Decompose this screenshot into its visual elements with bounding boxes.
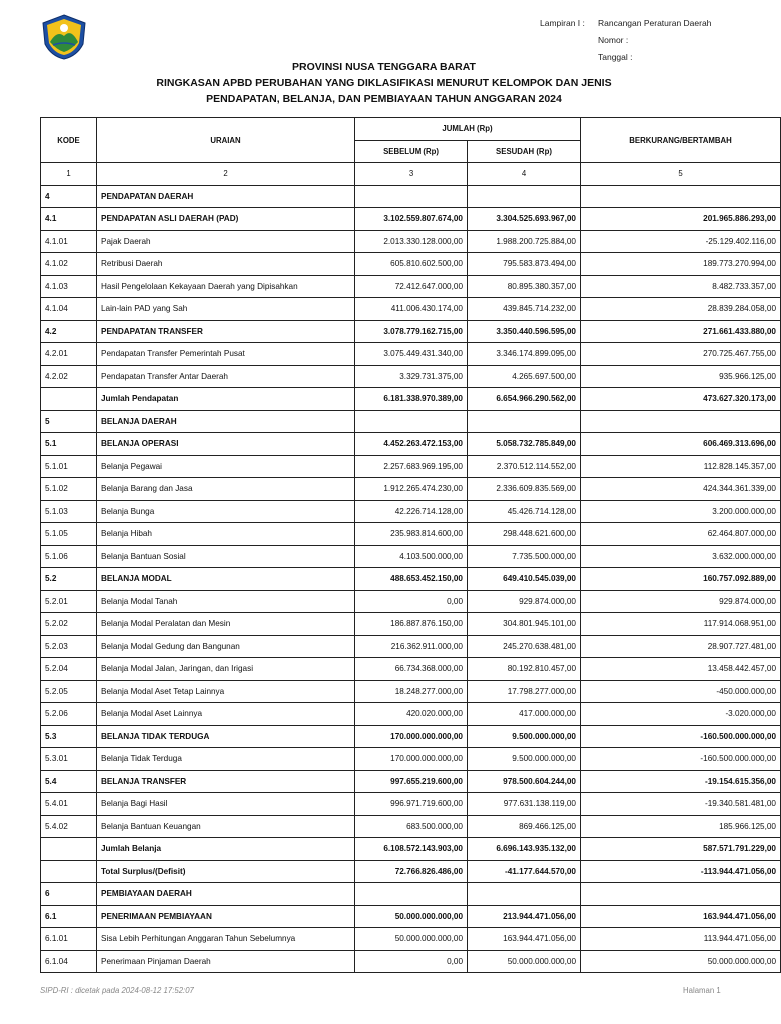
- cell-sesudah: 6.654.966.290.562,00: [468, 388, 581, 411]
- cell-sebelum: 996.971.719.600,00: [355, 793, 468, 816]
- table-row: [41, 365, 781, 388]
- cell-sebelum: 4.103.500.000,00: [355, 545, 468, 568]
- cell-kode: 4.2: [41, 320, 97, 343]
- cell-uraian: Belanja Hibah: [97, 523, 355, 546]
- cell-sesudah: -41.177.644.570,00: [468, 860, 581, 883]
- cell-kode: 5.1.05: [41, 523, 97, 546]
- cell-sebelum: 3.329.731.375,00: [355, 365, 468, 388]
- cell-sebelum: 6.108.572.143.903,00: [355, 838, 468, 861]
- meta-row-nomor: [540, 32, 711, 49]
- cell-uraian: PENDAPATAN ASLI DAERAH (PAD): [97, 208, 355, 231]
- table-row: [41, 455, 781, 478]
- meta-row-lampiran: [540, 15, 711, 32]
- table-row: [41, 725, 781, 748]
- cell-kode: 5.4.02: [41, 815, 97, 838]
- cell-selisih: -3.020.000,00: [581, 703, 781, 726]
- cell-kode: 5: [41, 410, 97, 433]
- cell-kode: 4: [41, 185, 97, 208]
- cell-sesudah: 2.336.609.835.569,00: [468, 478, 581, 501]
- cell-sebelum: 50.000.000.000,00: [355, 928, 468, 951]
- cell-selisih: 606.469.313.696,00: [581, 433, 781, 456]
- cell-sesudah: 2.370.512.114.552,00: [468, 455, 581, 478]
- cell-sesudah: 213.944.471.056,00: [468, 905, 581, 928]
- cell-uraian: Belanja Modal Gedung dan Bangunan: [97, 635, 355, 658]
- cell-uraian: Belanja Modal Aset Tetap Lainnya: [97, 680, 355, 703]
- cell-kode: 5.3.01: [41, 748, 97, 771]
- cell-kode: 5.2.04: [41, 658, 97, 681]
- meta-value: Nomor :: [598, 35, 629, 45]
- document-meta: [540, 15, 711, 66]
- cell-sebelum: 72.412.647.000,00: [355, 275, 468, 298]
- cell-uraian: Total Surplus/(Defisit): [97, 860, 355, 883]
- cell-sebelum: 216.362.911.000,00: [355, 635, 468, 658]
- cell-selisih: 8.482.733.357,00: [581, 275, 781, 298]
- cell-sesudah: 417.000.000,00: [468, 703, 581, 726]
- cell-sesudah: 795.583.873.494,00: [468, 253, 581, 276]
- table-row: [41, 410, 781, 433]
- table-row: [41, 838, 781, 861]
- cell-sebelum: 66.734.368.000,00: [355, 658, 468, 681]
- cell-selisih: [581, 883, 781, 906]
- header-col-number: 5: [581, 163, 781, 186]
- cell-kode: 5.2.06: [41, 703, 97, 726]
- cell-uraian: Pendapatan Transfer Antar Daerah: [97, 365, 355, 388]
- cell-selisih: 112.828.145.357,00: [581, 455, 781, 478]
- page-title-province: PROVINSI NUSA TENGGARA BARAT: [292, 61, 476, 73]
- cell-sesudah: 304.801.945.101,00: [468, 613, 581, 636]
- cell-sebelum: 1.912.265.474.230,00: [355, 478, 468, 501]
- cell-kode: 5.2.02: [41, 613, 97, 636]
- cell-sebelum: 997.655.219.600,00: [355, 770, 468, 793]
- cell-selisih: 28.839.284.058,00: [581, 298, 781, 321]
- cell-sesudah: 1.988.200.725.884,00: [468, 230, 581, 253]
- table-row: [41, 928, 781, 951]
- cell-kode: 5.2.03: [41, 635, 97, 658]
- header-col-number: 4: [468, 163, 581, 186]
- cell-sesudah: 649.410.545.039,00: [468, 568, 581, 591]
- cell-selisih: 13.458.442.457,00: [581, 658, 781, 681]
- table-row: [41, 770, 781, 793]
- cell-sebelum: 3.075.449.431.340,00: [355, 343, 468, 366]
- table-row: [41, 253, 781, 276]
- cell-sesudah: 9.500.000.000,00: [468, 748, 581, 771]
- table-row: [41, 613, 781, 636]
- header-uraian: URAIAN: [97, 118, 355, 163]
- cell-selisih: 270.725.467.755,00: [581, 343, 781, 366]
- cell-uraian: Pajak Daerah: [97, 230, 355, 253]
- meta-label: [540, 32, 598, 49]
- cell-uraian: PENERIMAAN PEMBIAYAAN: [97, 905, 355, 928]
- header-kode: KODE: [41, 118, 97, 163]
- cell-sebelum: 186.887.876.150,00: [355, 613, 468, 636]
- cell-uraian: Belanja Modal Jalan, Jaringan, dan Irigasi: [97, 658, 355, 681]
- table-row: [41, 523, 781, 546]
- cell-sesudah: 7.735.500.000,00: [468, 545, 581, 568]
- cell-selisih: 935.966.125,00: [581, 365, 781, 388]
- cell-kode: 4.1.01: [41, 230, 97, 253]
- cell-uraian: PENDAPATAN DAERAH: [97, 185, 355, 208]
- cell-selisih: 271.661.433.880,00: [581, 320, 781, 343]
- cell-uraian: Belanja Tidak Terduga: [97, 748, 355, 771]
- cell-sesudah: 5.058.732.785.849,00: [468, 433, 581, 456]
- cell-uraian: Lain-lain PAD yang Sah: [97, 298, 355, 321]
- cell-sebelum: 0,00: [355, 590, 468, 613]
- budget-summary-table: [40, 117, 781, 973]
- table-row: [41, 568, 781, 591]
- cell-sebelum: 2.257.683.969.195,00: [355, 455, 468, 478]
- table-row: [41, 298, 781, 321]
- cell-uraian: Belanja Bagi Hasil: [97, 793, 355, 816]
- cell-sesudah: 929.874.000,00: [468, 590, 581, 613]
- cell-kode: 5.2.05: [41, 680, 97, 703]
- cell-sesudah: 45.426.714.128,00: [468, 500, 581, 523]
- table-row: [41, 680, 781, 703]
- cell-uraian: Belanja Bantuan Sosial: [97, 545, 355, 568]
- cell-uraian: Belanja Modal Peralatan dan Mesin: [97, 613, 355, 636]
- cell-sebelum: 235.983.814.600,00: [355, 523, 468, 546]
- cell-sesudah: 9.500.000.000,00: [468, 725, 581, 748]
- cell-selisih: 3.632.000.000,00: [581, 545, 781, 568]
- cell-selisih: [581, 185, 781, 208]
- cell-selisih: -19.340.581.481,00: [581, 793, 781, 816]
- cell-uraian: Belanja Pegawai: [97, 455, 355, 478]
- table-row: [41, 635, 781, 658]
- cell-selisih: 28.907.727.481,00: [581, 635, 781, 658]
- table-row: [41, 478, 781, 501]
- cell-uraian: Jumlah Belanja: [97, 838, 355, 861]
- cell-uraian: Retribusi Daerah: [97, 253, 355, 276]
- cell-kode: 5.1.01: [41, 455, 97, 478]
- cell-uraian: Belanja Bunga: [97, 500, 355, 523]
- cell-kode: 5.1.02: [41, 478, 97, 501]
- cell-uraian: Pendapatan Transfer Pemerintah Pusat: [97, 343, 355, 366]
- table-row: [41, 500, 781, 523]
- cell-selisih: 201.965.886.293,00: [581, 208, 781, 231]
- cell-sesudah: [468, 883, 581, 906]
- cell-sesudah: [468, 185, 581, 208]
- cell-uraian: BELANJA TRANSFER: [97, 770, 355, 793]
- cell-selisih: 117.914.068.951,00: [581, 613, 781, 636]
- cell-uraian: Hasil Pengelolaan Kekayaan Daerah yang Dipisahkan: [97, 275, 355, 298]
- cell-kode: 4.2.02: [41, 365, 97, 388]
- page-number: Halaman 1: [683, 986, 721, 995]
- cell-sebelum: [355, 883, 468, 906]
- table-row: [41, 815, 781, 838]
- cell-selisih: -25.129.402.116,00: [581, 230, 781, 253]
- table-row: [41, 545, 781, 568]
- cell-sesudah: 977.631.138.119,00: [468, 793, 581, 816]
- cell-sesudah: 17.798.277.000,00: [468, 680, 581, 703]
- cell-sesudah: 3.346.174.899.095,00: [468, 343, 581, 366]
- cell-kode: 5.3: [41, 725, 97, 748]
- cell-kode: 6: [41, 883, 97, 906]
- cell-sesudah: 978.500.604.244,00: [468, 770, 581, 793]
- header-sesudah: SESUDAH (Rp): [468, 140, 581, 163]
- cell-selisih: -113.944.471.056,00: [581, 860, 781, 883]
- cell-selisih: 50.000.000.000,00: [581, 950, 781, 973]
- header-col-number: 3: [355, 163, 468, 186]
- cell-kode: 5.1.06: [41, 545, 97, 568]
- cell-sebelum: 4.452.263.472.153,00: [355, 433, 468, 456]
- table-row: [41, 433, 781, 456]
- cell-kode: 4.1.03: [41, 275, 97, 298]
- table-row: [41, 793, 781, 816]
- cell-kode: 5.4: [41, 770, 97, 793]
- cell-selisih: [581, 410, 781, 433]
- cell-uraian: BELANJA MODAL: [97, 568, 355, 591]
- cell-kode: 4.1.02: [41, 253, 97, 276]
- cell-selisih: -160.500.000.000,00: [581, 748, 781, 771]
- cell-uraian: Belanja Barang dan Jasa: [97, 478, 355, 501]
- cell-selisih: 3.200.000.000,00: [581, 500, 781, 523]
- cell-uraian: PENDAPATAN TRANSFER: [97, 320, 355, 343]
- cell-kode: [41, 388, 97, 411]
- table-row: [41, 883, 781, 906]
- cell-kode: 5.2: [41, 568, 97, 591]
- cell-sebelum: 2.013.330.128.000,00: [355, 230, 468, 253]
- header-col-number: 2: [97, 163, 355, 186]
- page-title-report: RINGKASAN APBD PERUBAHAN YANG DIKLASIFIKASI MENURUT KELOMPOK DAN JENIS: [156, 77, 612, 89]
- cell-sesudah: 80.895.380.357,00: [468, 275, 581, 298]
- cell-selisih: 113.944.471.056,00: [581, 928, 781, 951]
- cell-kode: 6.1: [41, 905, 97, 928]
- table-row: [41, 230, 781, 253]
- cell-sesudah: 245.270.638.481,00: [468, 635, 581, 658]
- cell-uraian: Jumlah Pendapatan: [97, 388, 355, 411]
- cell-sesudah: 163.944.471.056,00: [468, 928, 581, 951]
- cell-uraian: Belanja Modal Tanah: [97, 590, 355, 613]
- table-row: [41, 590, 781, 613]
- cell-sesudah: 50.000.000.000,00: [468, 950, 581, 973]
- cell-selisih: 587.571.791.229,00: [581, 838, 781, 861]
- cell-kode: 5.4.01: [41, 793, 97, 816]
- cell-uraian: BELANJA DAERAH: [97, 410, 355, 433]
- cell-kode: 4.1: [41, 208, 97, 231]
- cell-kode: [41, 860, 97, 883]
- page-title-subtitle: PENDAPATAN, BELANJA, DAN PEMBIAYAAN TAHUN ANGGARAN 2024: [206, 93, 562, 105]
- cell-sebelum: 72.766.826.486,00: [355, 860, 468, 883]
- cell-sesudah: 439.845.714.232,00: [468, 298, 581, 321]
- header-col-number: 1: [41, 163, 97, 186]
- cell-selisih: 189.773.270.994,00: [581, 253, 781, 276]
- cell-uraian: BELANJA OPERASI: [97, 433, 355, 456]
- cell-uraian: Sisa Lebih Perhitungan Anggaran Tahun Sebelumnya: [97, 928, 355, 951]
- table-row: [41, 905, 781, 928]
- cell-kode: 6.1.04: [41, 950, 97, 973]
- cell-kode: 5.1.03: [41, 500, 97, 523]
- meta-value: Tanggal :: [598, 52, 633, 62]
- cell-uraian: BELANJA TIDAK TERDUGA: [97, 725, 355, 748]
- cell-selisih: 473.627.320.173,00: [581, 388, 781, 411]
- header-jumlah: JUMLAH (Rp): [355, 118, 581, 141]
- cell-sebelum: 488.653.452.150,00: [355, 568, 468, 591]
- cell-sebelum: 18.248.277.000,00: [355, 680, 468, 703]
- cell-selisih: 62.464.807.000,00: [581, 523, 781, 546]
- cell-kode: [41, 838, 97, 861]
- cell-selisih: 163.944.471.056,00: [581, 905, 781, 928]
- cell-kode: 5.1: [41, 433, 97, 456]
- meta-label: Lampiran I :: [540, 18, 585, 28]
- table-row: [41, 950, 781, 973]
- cell-selisih: 185.966.125,00: [581, 815, 781, 838]
- cell-sesudah: 3.304.525.693.967,00: [468, 208, 581, 231]
- cell-sebelum: 3.078.779.162.715,00: [355, 320, 468, 343]
- cell-uraian: Belanja Modal Aset Lainnya: [97, 703, 355, 726]
- table-row: [41, 343, 781, 366]
- cell-selisih: -160.500.000.000,00: [581, 725, 781, 748]
- cell-sesudah: 6.696.143.935.132,00: [468, 838, 581, 861]
- cell-uraian: PEMBIAYAAN DAERAH: [97, 883, 355, 906]
- cell-uraian: Belanja Bantuan Keuangan: [97, 815, 355, 838]
- cell-sebelum: [355, 410, 468, 433]
- table-row: [41, 320, 781, 343]
- cell-sebelum: [355, 185, 468, 208]
- cell-kode: 6.1.01: [41, 928, 97, 951]
- cell-sebelum: 0,00: [355, 950, 468, 973]
- header-berkurang-bertambah: BERKURANG/BERTAMBAH: [581, 118, 781, 163]
- cell-selisih: -19.154.615.356,00: [581, 770, 781, 793]
- header-sebelum: SEBELUM (Rp): [355, 140, 468, 163]
- print-timestamp: SIPD-RI : dicetak pada 2024-08-12 17:52:07: [40, 986, 194, 995]
- cell-kode: 4.2.01: [41, 343, 97, 366]
- cell-sesudah: 298.448.621.600,00: [468, 523, 581, 546]
- table-body: [41, 185, 781, 973]
- table-row: [41, 658, 781, 681]
- table-row: [41, 703, 781, 726]
- cell-sebelum: 605.810.602.500,00: [355, 253, 468, 276]
- cell-sesudah: [468, 410, 581, 433]
- cell-sebelum: 3.102.559.807.674,00: [355, 208, 468, 231]
- cell-sebelum: 683.500.000,00: [355, 815, 468, 838]
- meta-value: Rancangan Peraturan Daerah: [598, 18, 712, 28]
- cell-sesudah: 80.192.810.457,00: [468, 658, 581, 681]
- cell-sesudah: 869.466.125,00: [468, 815, 581, 838]
- cell-selisih: -450.000.000,00: [581, 680, 781, 703]
- cell-selisih: 929.874.000,00: [581, 590, 781, 613]
- cell-sebelum: 170.000.000.000,00: [355, 748, 468, 771]
- table-row: [41, 748, 781, 771]
- cell-sebelum: 411.006.430.174,00: [355, 298, 468, 321]
- provincial-emblem-logo: [41, 14, 87, 60]
- cell-sebelum: 50.000.000.000,00: [355, 905, 468, 928]
- table-row: [41, 208, 781, 231]
- cell-kode: 5.2.01: [41, 590, 97, 613]
- cell-sesudah: 3.350.440.596.595,00: [468, 320, 581, 343]
- table-row: [41, 388, 781, 411]
- cell-uraian: Penerimaan Pinjaman Daerah: [97, 950, 355, 973]
- cell-sesudah: 4.265.697.500,00: [468, 365, 581, 388]
- cell-kode: 4.1.04: [41, 298, 97, 321]
- cell-sebelum: 170.000.000.000,00: [355, 725, 468, 748]
- cell-sebelum: 420.020.000,00: [355, 703, 468, 726]
- cell-sebelum: 6.181.338.970.389,00: [355, 388, 468, 411]
- cell-sebelum: 42.226.714.128,00: [355, 500, 468, 523]
- table-row: [41, 275, 781, 298]
- table-row: [41, 860, 781, 883]
- cell-selisih: 424.344.361.339,00: [581, 478, 781, 501]
- cell-selisih: 160.757.092.889,00: [581, 568, 781, 591]
- table-row: [41, 185, 781, 208]
